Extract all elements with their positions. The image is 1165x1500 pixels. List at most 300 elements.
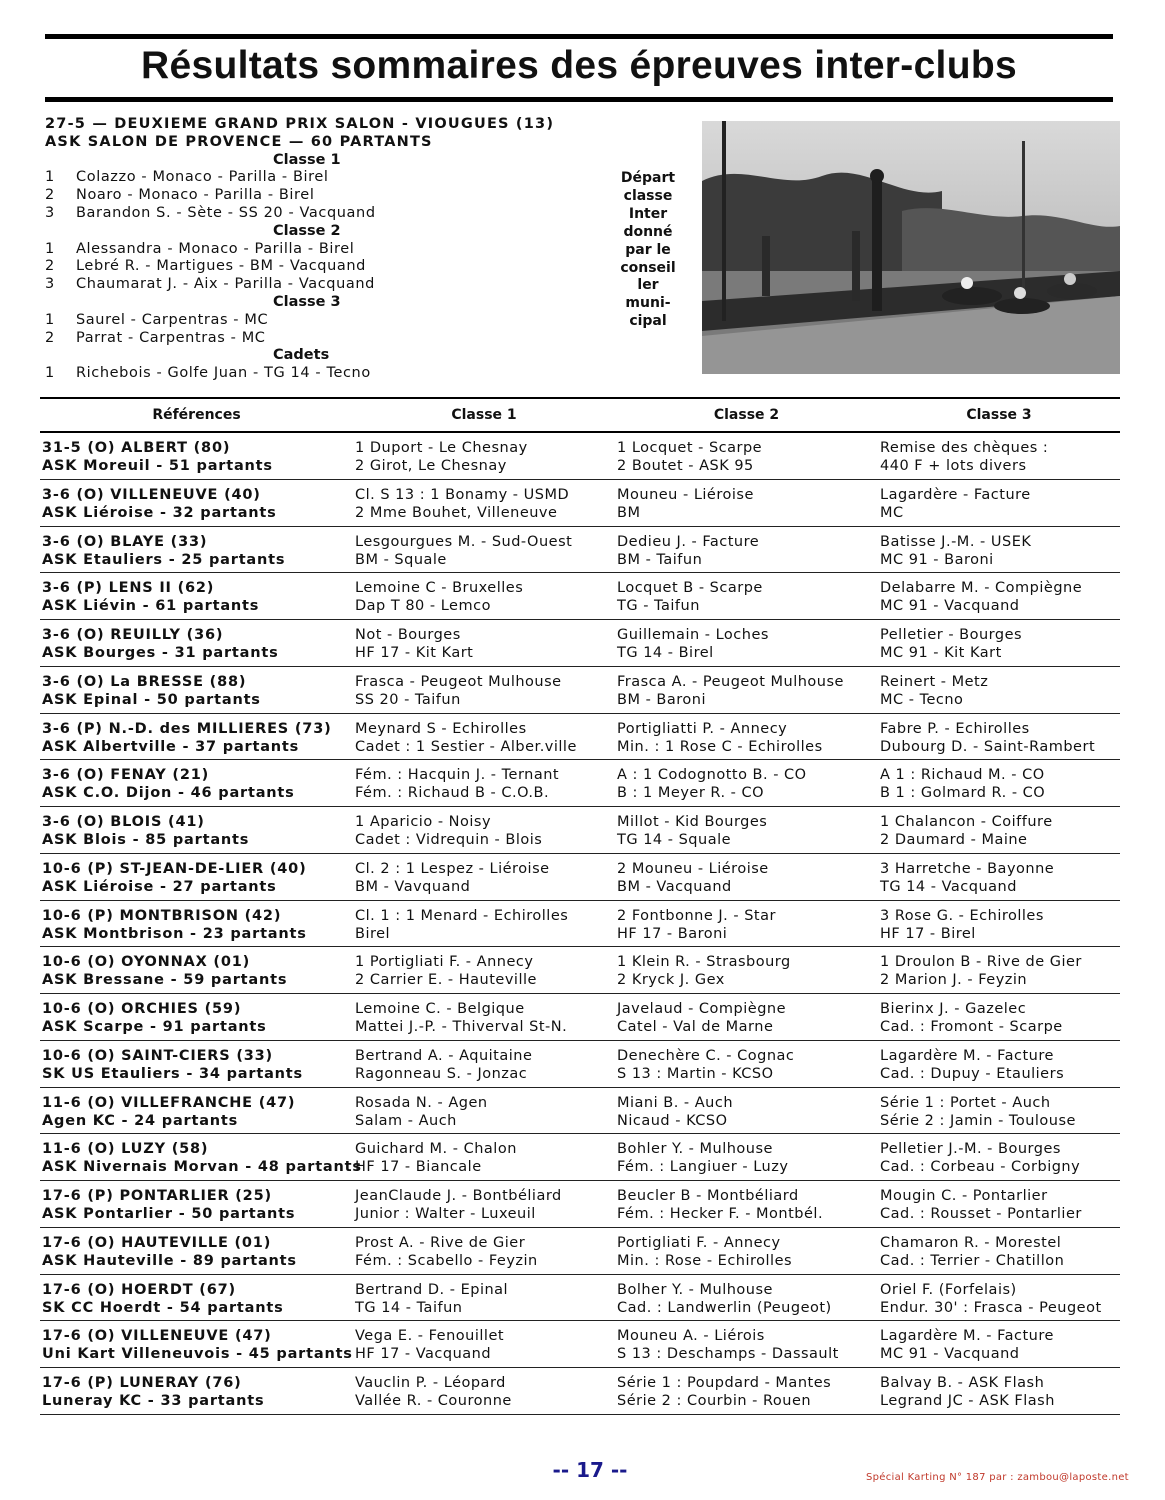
cell-line: Cl. S 13 : 1 Bonamy - USMD bbox=[355, 486, 570, 503]
cell-line: Lagardère - Facture bbox=[880, 486, 1031, 503]
cell-line: Cadet : 1 Sestier - Alber.ville bbox=[355, 738, 577, 755]
cell-line: Fém. : Richaud B - C.O.B. bbox=[355, 785, 550, 802]
cell-line: Millot - Kid Bourges bbox=[617, 814, 768, 830]
classe-3-cell bbox=[878, 439, 1120, 479]
cell-line: Bierinx J. - Gazelec bbox=[880, 1001, 1027, 1017]
classe-2-cell bbox=[615, 1047, 878, 1087]
cell-line: 1 Locquet - Scarpe bbox=[617, 440, 763, 456]
event-line-2: ASK SALON DE PROVENCE — 60 PARTANTS bbox=[45, 133, 433, 150]
cell-line: TG 14 - Squale bbox=[617, 832, 732, 848]
ref-cell bbox=[40, 673, 353, 713]
photo-caption bbox=[598, 170, 698, 331]
table-row bbox=[40, 854, 1120, 901]
cell-line: HF 17 - Kit Kart bbox=[355, 645, 474, 661]
cell-line: HF 17 - Birel bbox=[880, 925, 976, 942]
result-text: Chaumarat J. - Aix - Parilla - Vacquand bbox=[76, 276, 375, 293]
cell-line: 17-6 (O) HOERDT (67) bbox=[42, 1281, 236, 1298]
classe-1-cell bbox=[353, 533, 615, 573]
cell-line: 3-6 (O) BLAYE (33) bbox=[42, 533, 208, 550]
cell-line: Lagardère M. - Facture bbox=[880, 1328, 1054, 1345]
ref-cell bbox=[40, 1000, 353, 1040]
result-text: Parrat - Carpentras - MC bbox=[76, 329, 266, 346]
cell-line: Mouneu - Liéroise bbox=[617, 486, 754, 503]
result-rank: 1 bbox=[45, 365, 55, 382]
caption-line: Départ bbox=[620, 170, 676, 186]
result-rank: 2 bbox=[45, 329, 55, 346]
class-heading: Cadets bbox=[273, 347, 330, 364]
cell-line: 1 Droulon B - Rive de Gier bbox=[880, 954, 1082, 971]
classe-2-cell bbox=[615, 860, 878, 900]
cell-line: 1 Portigliati F. - Annecy bbox=[355, 954, 534, 971]
cell-line: Fabre P. - Echirolles bbox=[880, 720, 1030, 737]
cell-line: ASK Bourges - 31 partants bbox=[42, 645, 279, 661]
cell-line: Série 1 : Poupdard - Mantes bbox=[617, 1375, 832, 1391]
classe-1-cell bbox=[353, 673, 615, 713]
ref-cell bbox=[40, 860, 353, 900]
classe-3-cell bbox=[878, 486, 1120, 526]
classe-1-cell bbox=[353, 626, 615, 666]
result-line bbox=[45, 276, 645, 294]
ref-cell bbox=[40, 1047, 353, 1087]
ref-cell bbox=[40, 533, 353, 573]
cell-line: 440 F + lots divers bbox=[880, 458, 1027, 474]
ref-cell bbox=[40, 766, 353, 806]
table-body bbox=[40, 433, 1120, 1415]
cell-line: 2 Kryck J. Gex bbox=[617, 972, 725, 989]
cell-line: Rosada N. - Agen bbox=[355, 1094, 488, 1111]
classe-1-cell bbox=[353, 1281, 615, 1321]
page-number: -- 17 -- bbox=[552, 1458, 628, 1482]
result-line bbox=[45, 205, 645, 223]
classe-3-cell bbox=[878, 1140, 1120, 1180]
classe-3-cell bbox=[878, 533, 1120, 573]
result-line bbox=[45, 187, 645, 205]
caption-line: cipal bbox=[629, 313, 667, 330]
classe-1-cell bbox=[353, 579, 615, 619]
cell-line: 3-6 (P) LENS II (62) bbox=[42, 580, 215, 597]
header-references: Références bbox=[152, 407, 241, 423]
result-rank: 3 bbox=[45, 276, 55, 293]
cell-line: Bertrand D. - Epinal bbox=[355, 1281, 509, 1298]
cell-line: SK US Etauliers - 34 partants bbox=[42, 1065, 303, 1082]
cell-line: ASK Epinal - 50 partants bbox=[42, 691, 261, 708]
cell-line: Vauclin P. - Léopard bbox=[355, 1375, 506, 1391]
cell-line: 2 Girot, Le Chesnay bbox=[355, 458, 507, 474]
cell-line: Pelletier - Bourges bbox=[880, 627, 1023, 643]
cell-line: HF 17 - Vacquand bbox=[355, 1346, 492, 1363]
cell-line: 31-5 (O) ALBERT (80) bbox=[42, 440, 231, 456]
table-row bbox=[40, 527, 1120, 574]
cell-line: 3 Rose G. - Echirolles bbox=[880, 907, 1044, 924]
event-classes bbox=[45, 152, 645, 383]
cell-line: Endur. 30' : Frasca - Peugeot bbox=[880, 1299, 1102, 1316]
cell-line: ASK Blois - 85 partants bbox=[42, 832, 250, 848]
cell-line: Portigliati F. - Annecy bbox=[617, 1234, 781, 1251]
page-title: Résultats sommaires des épreuves inter-clubs bbox=[141, 44, 1017, 87]
cell-line: Cad. : Landwerlin (Peugeot) bbox=[617, 1299, 832, 1316]
cell-line: TG 14 - Taifun bbox=[355, 1299, 463, 1316]
ref-cell bbox=[40, 439, 353, 479]
caption-line: muni- bbox=[625, 295, 671, 312]
cell-line: Chamaron R. - Morestel bbox=[880, 1234, 1062, 1251]
cell-line: TG 14 - Birel bbox=[617, 645, 714, 661]
cell-line: Javelaud - Compiègne bbox=[617, 1001, 787, 1017]
cell-line: Bohler Y. - Mulhouse bbox=[617, 1141, 773, 1158]
caption-line: classe bbox=[623, 187, 673, 204]
result-text: Barandon S. - Sète - SS 20 - Vacquand bbox=[76, 204, 376, 221]
table-row bbox=[40, 1041, 1120, 1088]
cell-line: 17-6 (P) LUNERAY (76) bbox=[42, 1375, 242, 1391]
cell-line: Birel bbox=[355, 925, 391, 942]
result-text: Alessandra - Monaco - Parilla - Birel bbox=[76, 240, 355, 257]
classe-2-cell bbox=[615, 1374, 878, 1414]
cell-line: ASK Nivernais Morvan - 48 partants bbox=[42, 1159, 362, 1176]
ref-cell bbox=[40, 813, 353, 853]
classe-3-cell bbox=[878, 626, 1120, 666]
classe-1-cell bbox=[353, 1187, 615, 1227]
cell-line: Legrand JC - ASK Flash bbox=[880, 1393, 1055, 1409]
cell-line: MC 91 - Vacquand bbox=[880, 1346, 1020, 1363]
cell-line: JeanClaude J. - Bontbéliard bbox=[355, 1188, 562, 1204]
cell-line: Dubourg D. - Saint-Rambert bbox=[880, 738, 1096, 755]
cell-line: BM - Taifun bbox=[617, 551, 703, 568]
classe-3-cell bbox=[878, 1187, 1120, 1227]
table-row bbox=[40, 947, 1120, 994]
ref-cell bbox=[40, 579, 353, 619]
header-classe-3: Classe 3 bbox=[966, 407, 1032, 423]
classe-1-cell bbox=[353, 813, 615, 853]
table-row bbox=[40, 1134, 1120, 1181]
cell-line: S 13 : Martin - KCSO bbox=[617, 1065, 774, 1082]
cell-line: 2 Fontbonne J. - Star bbox=[617, 907, 776, 924]
cell-line: TG - Taifun bbox=[617, 598, 700, 615]
race-start-photo bbox=[702, 121, 1120, 374]
result-text: Lebré R. - Martigues - BM - Vacquand bbox=[76, 258, 366, 275]
cell-line: ASK Pontarlier - 50 partants bbox=[42, 1206, 296, 1222]
result-line bbox=[45, 312, 645, 330]
event-line-1: 27-5 — DEUXIEME GRAND PRIX SALON - VIOUGUES (13) bbox=[45, 116, 555, 132]
cell-line: MC 91 - Vacquand bbox=[880, 598, 1020, 615]
class-heading: Classe 2 bbox=[273, 222, 341, 239]
cell-line: 3-6 (O) VILLENEUVE (40) bbox=[42, 486, 261, 503]
classe-3-cell bbox=[878, 813, 1120, 853]
cell-line: Série 2 : Jamin - Toulouse bbox=[880, 1112, 1076, 1129]
table-row bbox=[40, 1275, 1120, 1322]
classe-3-cell bbox=[878, 579, 1120, 619]
classe-1-cell bbox=[353, 907, 615, 947]
ref-cell bbox=[40, 1327, 353, 1367]
cell-line: Min. : Rose - Echirolles bbox=[617, 1252, 793, 1269]
cell-line: TG 14 - Vacquand bbox=[880, 878, 1017, 895]
classe-2-cell bbox=[615, 1140, 878, 1180]
classe-2-cell bbox=[615, 1187, 878, 1227]
caption-line: donné bbox=[623, 223, 673, 240]
table-row bbox=[40, 1088, 1120, 1135]
cell-line: 2 Carrier E. - Hauteville bbox=[355, 972, 537, 989]
cell-line: Cad. : Dupuy - Etauliers bbox=[880, 1065, 1065, 1082]
cell-line: 2 Mme Bouhet, Villeneuve bbox=[355, 504, 558, 521]
classe-2-cell bbox=[615, 720, 878, 760]
ref-cell bbox=[40, 720, 353, 760]
cell-line: ASK Liéroise - 27 partants bbox=[42, 878, 277, 895]
cell-line: Guichard M. - Chalon bbox=[355, 1141, 517, 1158]
classe-1-cell bbox=[353, 486, 615, 526]
classe-1-cell bbox=[353, 766, 615, 806]
cell-line: 1 Chalancon - Coiffure bbox=[880, 814, 1053, 830]
caption-line: par le bbox=[625, 241, 671, 258]
classe-2-cell bbox=[615, 1000, 878, 1040]
top-rule bbox=[45, 34, 1113, 39]
cell-line: MC - Tecno bbox=[880, 691, 964, 708]
cell-line: ASK Moreuil - 51 partants bbox=[42, 458, 273, 474]
classe-1-cell bbox=[353, 860, 615, 900]
cell-line: 1 Aparicio - Noisy bbox=[355, 814, 492, 830]
cell-line: ASK Albertville - 37 partants bbox=[42, 738, 300, 755]
caption-line: ler bbox=[637, 277, 659, 294]
cell-line: Frasca A. - Peugeot Mulhouse bbox=[617, 673, 844, 690]
cell-line: BM - Vacquand bbox=[617, 878, 732, 895]
cell-line: B : 1 Meyer R. - CO bbox=[617, 785, 765, 802]
cell-line: 11-6 (O) LUZY (58) bbox=[42, 1141, 209, 1158]
table-row bbox=[40, 433, 1120, 480]
table-row bbox=[40, 901, 1120, 948]
cell-line: Lemoine C - Bruxelles bbox=[355, 580, 524, 597]
cell-line: 10-6 (O) SAINT-CIERS (33) bbox=[42, 1047, 273, 1064]
cell-line: BM - Baroni bbox=[617, 691, 706, 708]
cell-line: Salam - Auch bbox=[355, 1112, 457, 1129]
cell-line: 10-6 (P) MONTBRISON (42) bbox=[42, 907, 282, 924]
class-heading: Classe 3 bbox=[273, 293, 341, 310]
caption-line: conseil bbox=[620, 259, 676, 276]
cell-line: Catel - Val de Marne bbox=[617, 1019, 774, 1035]
cell-line: Lesgourgues M. - Sud-Ouest bbox=[355, 533, 573, 550]
classe-3-cell bbox=[878, 1047, 1120, 1087]
cell-line: Mattei J.-P. - Thiverval St-N. bbox=[355, 1019, 568, 1035]
classe-2-cell bbox=[615, 1234, 878, 1274]
table-row bbox=[40, 1321, 1120, 1368]
cell-line: Cad. : Rousset - Pontarlier bbox=[880, 1206, 1082, 1222]
table-row bbox=[40, 760, 1120, 807]
classe-2-cell bbox=[615, 953, 878, 993]
result-line bbox=[45, 330, 645, 348]
cell-line: S 13 : Deschamps - Dassault bbox=[617, 1346, 839, 1363]
ref-cell bbox=[40, 1374, 353, 1414]
cell-line: Prost A. - Rive de Gier bbox=[355, 1234, 526, 1251]
cell-line: Cl. 1 : 1 Menard - Echirolles bbox=[355, 907, 569, 924]
classe-2-cell bbox=[615, 626, 878, 666]
cell-line: 1 Duport - Le Chesnay bbox=[355, 440, 528, 456]
classe-3-cell bbox=[878, 1094, 1120, 1134]
classe-2-cell bbox=[615, 579, 878, 619]
result-rank: 1 bbox=[45, 169, 55, 186]
cell-line: Vallée R. - Couronne bbox=[355, 1393, 512, 1409]
cell-line: Fém. : Hecker F. - Montbél. bbox=[617, 1206, 824, 1222]
cell-line: Min. : 1 Rose C - Echirolles bbox=[617, 738, 823, 755]
cell-line: Cl. 2 : 1 Lespez - Liéroise bbox=[355, 860, 550, 877]
cell-line: Dedieu J. - Facture bbox=[617, 533, 760, 550]
classe-2-cell bbox=[615, 673, 878, 713]
cell-line: ASK Liéroise - 32 partants bbox=[42, 504, 277, 521]
cell-line: Ragonneau S. - Jonzac bbox=[355, 1065, 528, 1082]
cell-line: ASK Hauteville - 89 partants bbox=[42, 1252, 297, 1269]
cell-line: Nicaud - KCSO bbox=[617, 1112, 728, 1129]
table-row bbox=[40, 667, 1120, 714]
classe-3-cell bbox=[878, 1281, 1120, 1321]
cell-line: ASK C.O. Dijon - 46 partants bbox=[42, 785, 295, 802]
classe-2-cell bbox=[615, 1094, 878, 1134]
result-rank: 2 bbox=[45, 258, 55, 275]
cell-line: Frasca - Peugeot Mulhouse bbox=[355, 673, 562, 690]
cell-line: 11-6 (O) VILLEFRANCHE (47) bbox=[42, 1094, 296, 1111]
cell-line: BM - Squale bbox=[355, 551, 447, 568]
cell-line: Junior : Walter - Luxeuil bbox=[355, 1206, 536, 1222]
classe-1-cell bbox=[353, 1047, 615, 1087]
result-line bbox=[45, 241, 645, 259]
cell-line: 2 Daumard - Maine bbox=[880, 832, 1028, 848]
cell-line: 17-6 (O) HAUTEVILLE (01) bbox=[42, 1234, 272, 1251]
table-row bbox=[40, 994, 1120, 1041]
cell-line: 2 Mouneu - Liéroise bbox=[617, 860, 769, 877]
classe-1-cell bbox=[353, 1327, 615, 1367]
class-heading: Classe 1 bbox=[273, 151, 341, 168]
classe-2-cell bbox=[615, 813, 878, 853]
classe-2-cell bbox=[615, 1281, 878, 1321]
cell-line: 1 Klein R. - Strasbourg bbox=[617, 954, 791, 971]
result-rank: 1 bbox=[45, 311, 55, 328]
cell-line: Cad. : Fromont - Scarpe bbox=[880, 1019, 1063, 1035]
cell-line: ASK Bressane - 59 partants bbox=[42, 972, 288, 989]
classe-3-cell bbox=[878, 1234, 1120, 1274]
header-classe-2: Classe 2 bbox=[713, 407, 780, 423]
cell-line: Guillemain - Loches bbox=[617, 627, 769, 643]
classe-1-cell bbox=[353, 720, 615, 760]
classe-3-cell bbox=[878, 673, 1120, 713]
cell-line: 10-6 (O) OYONNAX (01) bbox=[42, 954, 251, 971]
cell-line: 17-6 (O) VILLENEUVE (47) bbox=[42, 1328, 272, 1345]
cell-line: Série 2 : Courbin - Rouen bbox=[617, 1393, 812, 1409]
cell-line: HF 17 - Biancale bbox=[355, 1159, 482, 1176]
ref-cell bbox=[40, 953, 353, 993]
cell-line: Luneray KC - 33 partants bbox=[42, 1393, 265, 1409]
cell-line: 2 Boutet - ASK 95 bbox=[617, 458, 754, 474]
table-row bbox=[40, 714, 1120, 761]
ref-cell bbox=[40, 1187, 353, 1227]
cell-line: Mouneu A. - Liérois bbox=[617, 1328, 765, 1345]
classe-2-cell bbox=[615, 907, 878, 947]
cell-line: 3-6 (O) REUILLY (36) bbox=[42, 627, 224, 643]
cell-line: MC 91 - Baroni bbox=[880, 551, 994, 568]
cell-line: 3-6 (O) La BRESSE (88) bbox=[42, 673, 247, 690]
cell-line: Remise des chèques : bbox=[880, 440, 1049, 456]
ref-cell bbox=[40, 1234, 353, 1274]
cell-line: 3-6 (O) FENAY (21) bbox=[42, 767, 210, 784]
classe-3-cell bbox=[878, 953, 1120, 993]
cell-line: Delabarre M. - Compiègne bbox=[880, 580, 1083, 597]
cell-line: HF 17 - Baroni bbox=[617, 925, 728, 942]
classe-3-cell bbox=[878, 1000, 1120, 1040]
cell-line: Reinert - Metz bbox=[880, 673, 989, 690]
cell-line: Lemoine C. - Belgique bbox=[355, 1001, 525, 1017]
table-row bbox=[40, 1181, 1120, 1228]
classe-3-cell bbox=[878, 1374, 1120, 1414]
cell-line: Vega E. - Fenouillet bbox=[355, 1328, 505, 1345]
cell-line: B 1 : Golmard R. - CO bbox=[880, 785, 1046, 802]
title-rule bbox=[45, 97, 1113, 102]
classe-2-cell bbox=[615, 1327, 878, 1367]
classe-1-cell bbox=[353, 1140, 615, 1180]
result-rank: 3 bbox=[45, 204, 55, 221]
classe-3-cell bbox=[878, 766, 1120, 806]
cell-line: Cadet : Vidrequin - Blois bbox=[355, 832, 543, 848]
result-rank: 1 bbox=[45, 240, 55, 257]
cell-line: Locquet B - Scarpe bbox=[617, 580, 763, 597]
ref-cell bbox=[40, 626, 353, 666]
cell-line: A : 1 Codognotto B. - CO bbox=[617, 767, 807, 784]
cell-line: MC bbox=[880, 504, 904, 521]
cell-line: Dap T 80 - Lemco bbox=[355, 598, 491, 615]
classe-3-cell bbox=[878, 1327, 1120, 1367]
ref-cell bbox=[40, 1094, 353, 1134]
event-summary bbox=[45, 116, 645, 383]
classe-1-cell bbox=[353, 953, 615, 993]
cell-line: Denechère C. - Cognac bbox=[617, 1047, 795, 1064]
cell-line: Fém. : Langiuer - Luzy bbox=[617, 1159, 789, 1176]
cell-line: Balvay B. - ASK Flash bbox=[880, 1375, 1045, 1391]
result-line bbox=[45, 365, 645, 383]
table-row bbox=[40, 1368, 1120, 1415]
cell-line: ASK Liévin - 61 partants bbox=[42, 598, 260, 615]
cell-line: Fém. : Hacquin J. - Ternant bbox=[355, 767, 560, 784]
cell-line: 17-6 (P) PONTARLIER (25) bbox=[42, 1188, 272, 1204]
classe-1-cell bbox=[353, 439, 615, 479]
classe-1-cell bbox=[353, 1094, 615, 1134]
cell-line: Cad. : Corbeau - Corbigny bbox=[880, 1159, 1081, 1176]
result-text: Noaro - Monaco - Parilla - Birel bbox=[76, 187, 315, 204]
result-text: Colazzo - Monaco - Parilla - Birel bbox=[76, 169, 329, 186]
result-text: Richebois - Golfe Juan - TG 14 - Tecno bbox=[76, 365, 371, 382]
classe-2-cell bbox=[615, 439, 878, 479]
cell-line: 10-6 (P) ST-JEAN-DE-LIER (40) bbox=[42, 860, 307, 877]
classe-1-cell bbox=[353, 1234, 615, 1274]
result-rank: 2 bbox=[45, 187, 55, 204]
ref-cell bbox=[40, 1140, 362, 1180]
cell-line: ASK Scarpe - 91 partants bbox=[42, 1019, 267, 1035]
result-line bbox=[45, 169, 645, 187]
credit-line: Spécial Karting N° 187 par : zambou@laposte.net bbox=[866, 1472, 1129, 1483]
cell-line: Not - Bourges bbox=[355, 627, 461, 643]
header-classe-1: Classe 1 bbox=[451, 407, 517, 423]
cell-line: 2 Marion J. - Feyzin bbox=[880, 972, 1028, 989]
classe-2-cell bbox=[615, 533, 878, 573]
cell-line: Bolher Y. - Mulhouse bbox=[617, 1281, 773, 1298]
cell-line: 10-6 (O) ORCHIES (59) bbox=[42, 1001, 242, 1017]
classe-3-cell bbox=[878, 860, 1120, 900]
classe-2-cell bbox=[615, 766, 878, 806]
classe-3-cell bbox=[878, 907, 1120, 947]
classe-2-cell bbox=[615, 486, 878, 526]
ref-cell bbox=[40, 486, 353, 526]
cell-line: A 1 : Richaud M. - CO bbox=[880, 767, 1045, 784]
cell-line: Oriel F. (Forfelais) bbox=[880, 1281, 1017, 1298]
cell-line: Agen KC - 24 partants bbox=[42, 1112, 239, 1129]
classe-3-cell bbox=[878, 720, 1120, 760]
cell-line: Meynard S - Echirolles bbox=[355, 720, 527, 737]
cell-line: Bertrand A. - Aquitaine bbox=[355, 1047, 533, 1064]
result-line bbox=[45, 258, 645, 276]
table-row bbox=[40, 573, 1120, 620]
table-header bbox=[40, 397, 1120, 433]
cell-line: Mougin C. - Pontarlier bbox=[880, 1188, 1048, 1204]
